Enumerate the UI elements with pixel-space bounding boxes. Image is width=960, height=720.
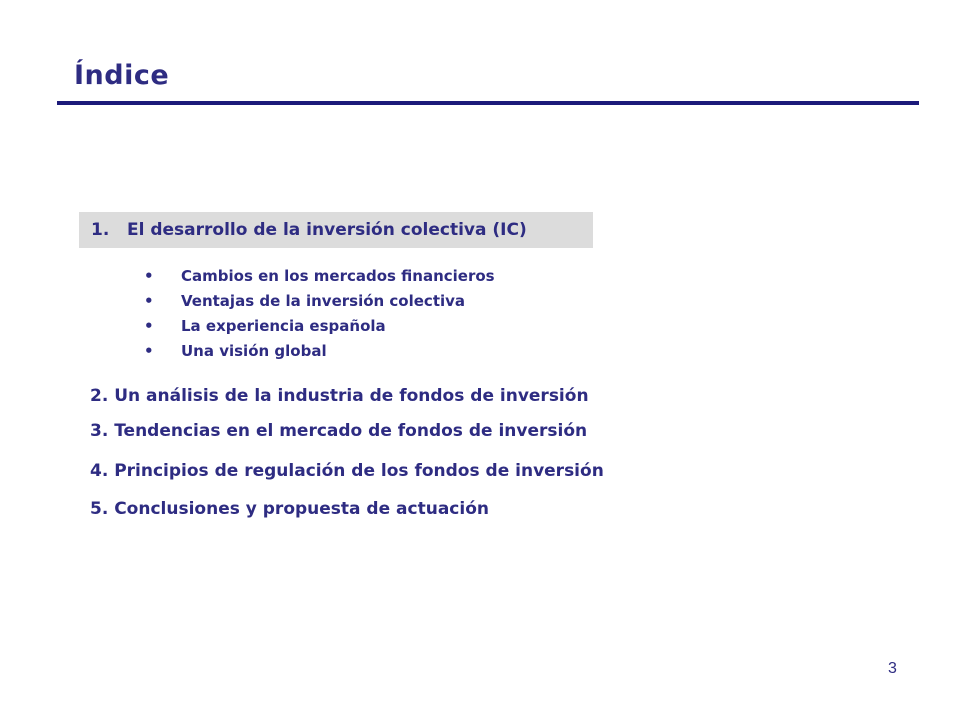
active-section-label: El desarrollo de la inversión colectiva (IC) [127,220,527,240]
subtopic-label: La experiencia española [181,317,386,335]
bullet-icon: • [144,292,154,310]
bullet-icon: • [144,317,154,335]
subtopic-list [140,264,495,364]
subtopic-item [140,314,495,339]
subtopic-item [140,264,495,289]
subtopic-item [140,289,495,314]
section-2: 2. Un análisis de la industria de fondos de inversión [90,386,589,406]
slide-title: Índice [74,60,170,91]
subtopic-label: Una visión global [181,342,327,360]
subtopic-label: Cambios en los mercados financieros [181,267,495,285]
page-number: 3 [888,660,897,677]
section-5: 5. Conclusiones y propuesta de actuación [90,499,489,519]
active-section-number: 1. [91,220,110,240]
subtopic-label: Ventajas de la inversión colectiva [181,292,466,310]
bullet-icon: • [144,342,154,360]
section-3: 3. Tendencias en el mercado de fondos de inversión [90,421,588,441]
subtopic-item [140,339,495,364]
section-4: 4. Principios de regulación de los fondos de inversión [90,461,604,481]
active-section-highlight [79,212,593,248]
title-underline [57,101,919,105]
bullet-icon: • [144,267,154,285]
